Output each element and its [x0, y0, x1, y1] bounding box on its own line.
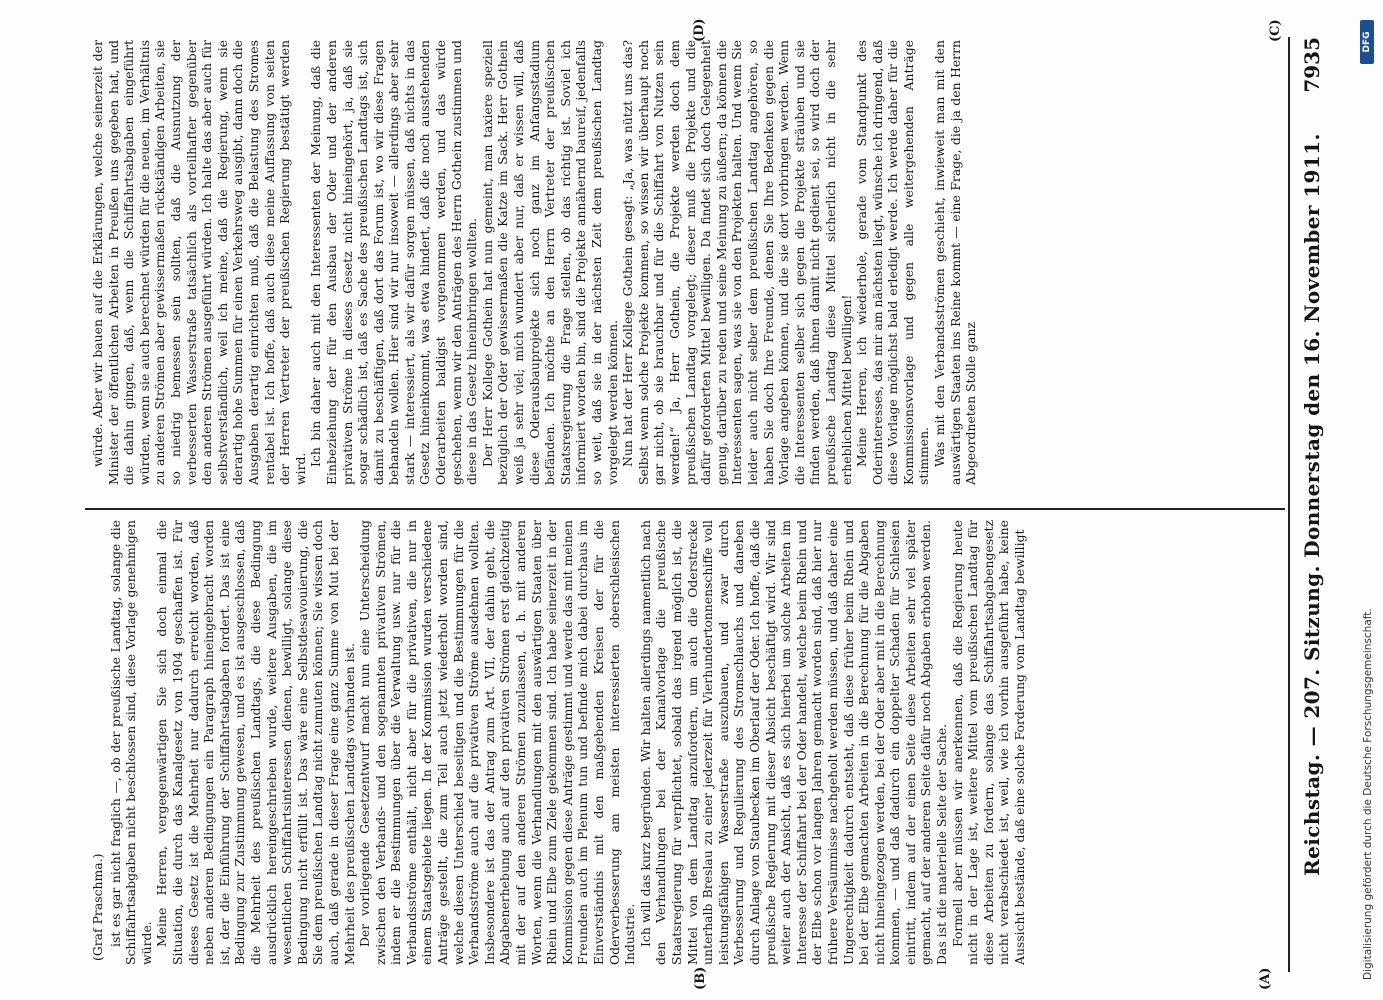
right-paragraph: würde. Aber wir bauen auf die Erklärungen, welche seinerzeit der Minister der öffentlichen Arbeiten in Preußen uns gegeben hat, und die dahin gingen, daß, wenn die Schiffahrtsabgaben eingeführt würden, wenn sie auch berechnet würden für die neuen, im Verhältnis zu anderen Strömen aber gewissermaßen rückständigen Arbeiten, sie so niedrig bemessen sein sollten, daß die Ausnutzung der verbesserten Wasserstraße tatsächlich als vorteilhafter gegenüber den anderen Strömen ausgeführt würden. Ich halte das aber auch für selbstverständlich, weil ich meine, daß die Regierung, wenn sie derartig hohe Summen für einen Verkehrsweg ausgibt, dann doch die Ausgaben derartig einrichten muß, daß die Belastung des Stromes rentabel ist. Ich hoffe, daß auch diese meine Auffassung von seiten der Herren Vertreter der preußischen Regierung bestätigt werden wird.: [90, 40, 308, 485]
margin-marker-b: (B): [693, 966, 708, 990]
left-paragraph: Formell aber müssen wir anerkennen, daß die Regierung heute nicht in der Lage ist, weitere Mittel vom preußischen Landtag für diese Arbeiten zu fordern, solange das Schiffahrtsabgabengesetz nicht verabschiedet ist, weil, wie ich vorhin ausgeführt habe, keine Aussicht bestände, daß eine solche Forderung vom Landtag bewilligt: [949, 520, 1028, 965]
digitization-footer: [1358, 20, 1378, 980]
left-paragraph: Ich will das kurz begründen. Wir halten allerdings namentlich nach den Verhandlungen bei der Kanalvorlage die preußische Staatsregierung für verpflichtet, sobald das irgend möglich ist, die Mittel von dem Landtag anzufordern, um auch die Oderstrecke unterhalb Breslau zu einer jederzeit für Vierhundertonnenschiffe voll leistungsfähigen Wasserstraße auszubauen, und zwar durch Verbesserung und Regulierung des Stromschlauchs und daneben durch Anlage von Staubecken im Oberlauf der Oder. Ich hoffe, daß die preußische Regierung mit dieser Absicht beschäftigt wird. Wir sind weiter auch der Ansicht, daß es sich hierbei um solche Arbeiten im Interesse der Schiffahrt bei der Oder handelt, welche beim Rhein und der Elbe schon vor langen Jahren gemacht worden sind, daß hier nur frühere Versäumnisse nachgeholt werden müssen, und daß daher eine Ungerechtigkeit dadurch entsteht, daß diese früher beim Rhein und bei der Elbe gemachten Arbeiten in die Berechnung für die Abgaben nicht hineingezogen werden, bei der Oder aber mit in die Berechnung kommen, — und daß dadurch ein doppelter Schaden für Schlesien eintritt, indem auf der einen Seite diese Arbeiten sehr viel später gemacht, auf der anderen Seite dafür noch Abgaben erhoben werden. Das ist die materielle Seite der Sache.: [637, 520, 950, 965]
left-paragraph: Der vorliegende Gesetzentwurf macht nun eine Unterscheidung zwischen den Verbands- und den sogenannten privativen Strömen, indem er die Bestimmungen über die Verwaltung usw. nur für die Verbandsströme enthält, nicht aber für die privativen, die nur in einem Staatsgebiete liegen. In der Kommission wurden verschiedene Anträge gestellt, die zum Teil auch jetzt wiederholt worden sind, welche diesen Unterschied beseitigen und die Bestimmungen für die Verbandsströme auch auf die privativen Ströme ausdehnen wollten. Insbesondere ist das der Antrag zum Art. VII, der dahin geht, die Abgabenerhebung auch auf den privativen Strömen erst gleichzeitig mit der auf den anderen Strömen zuzulassen, d. h. mit anderen Worten, wenn die Verhandlungen mit den auswärtigen Staaten über Rhein und Elbe zum Ziele gekommen sind. Ich habe seinerzeit in der Kommission gegen diese Anträge gestimmt und werde das mit meinen Freunden auch im Plenum tun und befinde mich dabei durchaus im Einverständnis mit den maßgebenden Kreisen der für die Oderverbesserung am meisten interessierten oberschlesischen Industrie.: [357, 520, 638, 965]
right-paragraph: Ich bin daher auch mit den Interessenten der Meinung, daß die Einbeziehung der für den Ausbau der Oder und der anderen privativen Ströme in dieses Gesetz nicht hineingehört, ja, daß sie sogar schädlich ist, daß es Sache des preußischen Landtags ist, sich damit zu beschäftigen, daß dort das Forum ist, wo wir diese Fragen behandeln wollen. Hier sind wir nur insoweit — allerdings aber sehr stark — interessiert, als wir dafür sorgen müssen, daß nichts in das Gesetz hineinkommt, was etwa hindert, daß die noch ausstehenden Oderarbeiten baldigst vorgenommen werden, und das würde geschehen, wenn wir den Anträgen des Herrn Gothein zustimmen und diese in das Gesetz hineinbringen wollten.: [308, 40, 480, 485]
right-column: [90, 40, 1290, 485]
left-paragraph: Meine Herren, vergegenwärtigen Sie sich doch einmal die Situation, die durch das Kanalgesetz von 1904 geschaffen ist. Für dieses Gesetz ist die Mehrheit nur dadurch erreicht worden, daß neben anderen Bedingungen ein Paragraph hineingebracht worden ist, der die Einführung der Schiffahrtsabgaben fordert. Das ist eine Bedingung zur Zustimmung gewesen, und es ist ausgeschlossen, daß die Mehrheit des preußischen Landtags, die diese Bedingung ausdrücklich hereingeschrieben wurde, weitere Ausgaben, die im wesentlichen Schiffahrtsinteressen dienen, bewilligt, solange diese Bedingung nicht erfüllt ist. Das wäre eine Selbstdesavouierung, die Sie dem preußischen Landtag nicht zumuten können; Sie wissen doch auch, daß gerade in dieser Frage eine ganz Summe von Mut bei der Mehrheit des preußischen Landtags vorhanden ist.: [154, 520, 357, 965]
column-divider: [85, 508, 1285, 510]
page-header: [1300, 37, 1326, 972]
margin-marker-d: (D): [692, 18, 707, 42]
dfg-logo: DFG: [1360, 20, 1374, 64]
margin-marker-c: (C): [1268, 19, 1283, 42]
right-paragraph: Meine Herren, ich wiederhole, gerade vom Standpunkt des Oderinteresses, das mir am nächsten liegt, wünsche ich dringend, daß diese Vorlage möglichst bald erledigt werde. Ich werde daher für die Kommissionsvorlage und gegen alle weitergehenden Anträge stimmen.: [854, 40, 932, 485]
right-paragraph: Nun hat der Herr Kollege Gothein gesagt: „Ja, was nützt uns das? Selbst wenn solche Projekte kommen, so wissen wir überhaupt noch gar nicht, ob sie brauchbar und für die Schiffahrt von Nutzen sein werden!“ Ja, Herr Gothein, die Projekte werden doch dem preußischen Landtag vorgelegt; dieser muß die Projekte und die dafür geforderten Mittel bewilligen. Da findet sich doch Gelegenheit genug, darüber zu reden und seine Meinung zu äußern; da können die Interessenten sagen, was sie von den Projekten halten. Und wenn Sie leider auch nicht selber dem preußischen Landtag angehören, so haben Sie doch Ihre Freunde, denen Sie Ihre Bedenken gegen die Vorlage angeben können, und die sie dort vorbringen werden. Wenn die Interessenten selber sich gegen die Projekte sträuben und sie finden werden, daß ihnen damit nicht gedient sei, so wird doch der preußische Landtag diese Mittel sicherlich nicht in die sehr erheblichen Mittel bewilligen!: [620, 40, 854, 485]
right-paragraph: Was mit den Verbandsströmen geschieht, inwieweit man mit den auswärtigen Staaten ins Reine kommt — eine Frage, die ja den Herrn Abgeordneten Stolle ganz: [932, 40, 979, 485]
margin-marker-a: (A): [1258, 967, 1273, 990]
digitization-note: Digitalisierung gefördert durch die Deutsche Forschungsgemeinschaft.: [1362, 608, 1374, 980]
speaker-label: (Graf Praschma.): [90, 853, 105, 961]
right-paragraph: Der Herr Kollege Gothein hat nun gemeint, man taxiere speziell bezüglich der Oder gewissermaßen die Katze im Sack. Herr Gothein weiß ja sehr viel; mich wundert aber nur, daß er wissen will, daß diese Oderausbauprojekte sich noch ganz im Anfangsstadium befänden. Ich möchte an den Herrn Vertreter der preußischen Staatsregierung die Frage stellen, ob das richtig ist. Soviel ich informiert worden bin, sind die Projekte annähernd baureif, jedenfalls so weit, daß sie in der nächsten Zeit dem preußischen Landtag vorgelegt werden können.: [479, 40, 620, 485]
left-paragraph: ist es gar nicht fraglich —, ob der preußische Landtag, solange die Schiffahrtsabgaben nicht beschlossen sind, diese Vorlage genehmigen würde.: [107, 520, 154, 965]
left-column: [90, 520, 1290, 965]
header-title: Reichstag. — 207. Sitzung. Donnerstag den 16. November 1911.: [1300, 133, 1324, 876]
page-number: 7935: [1300, 37, 1324, 93]
